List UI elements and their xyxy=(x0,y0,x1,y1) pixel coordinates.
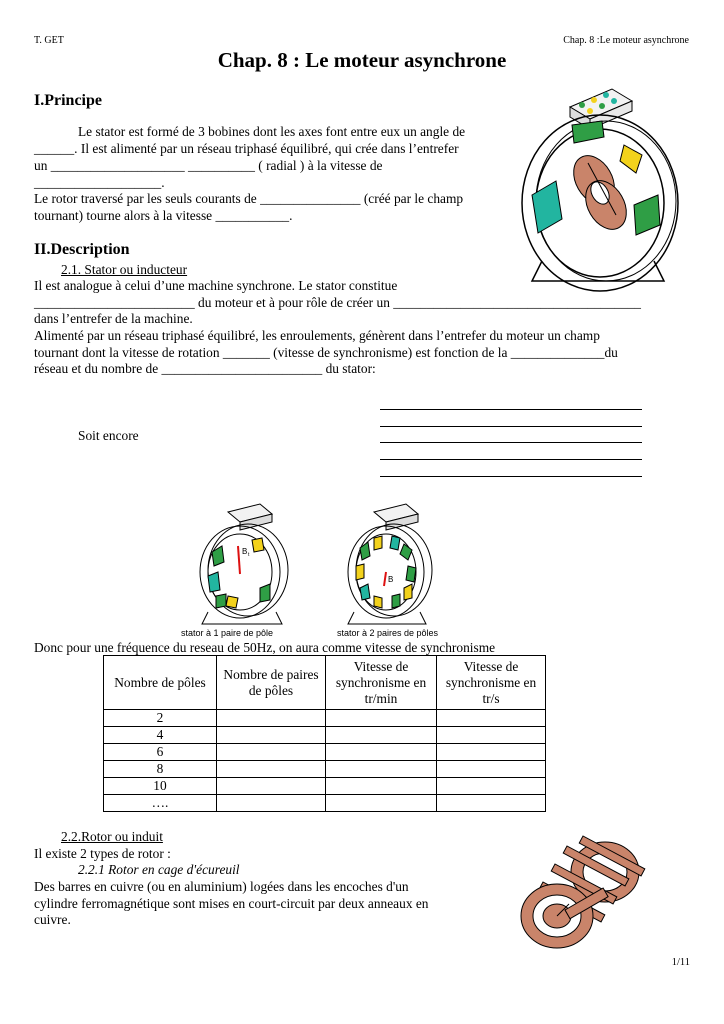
table-header-speed-trs: Vitesse de synchronisme en tr/s xyxy=(437,656,546,710)
table-cell-empty xyxy=(326,744,437,761)
table-row xyxy=(104,710,546,727)
answer-line-3 xyxy=(380,442,642,443)
table-cell-empty xyxy=(326,727,437,744)
principe-line-3: un ____________________ __________ ( radial ) à la vitesse de xyxy=(34,158,383,173)
stator-one-pole-pair-figure xyxy=(190,502,310,626)
principe-line-1: Le stator est formé de 3 bobines dont les axes font entre eux un angle de xyxy=(78,124,466,139)
section-description-heading: II.Description xyxy=(34,241,130,258)
cage-line-1: Des barres en cuivre (ou en aluminium) logées dans les encoches d'un xyxy=(34,879,409,894)
stator-two-pole-pairs-figure xyxy=(340,502,450,626)
table-cell-empty xyxy=(217,744,326,761)
header-right: Chap. 8 :Le moteur asynchrone xyxy=(563,35,689,46)
section-principe-heading: I.Principe xyxy=(34,92,102,109)
answer-line-4 xyxy=(380,459,642,460)
field-b-sub-1: t xyxy=(248,552,250,558)
table-header-pole-pairs: Nombre de paires de pôles xyxy=(217,656,326,710)
squirrel-cage-figure xyxy=(505,830,655,958)
table-cell-empty xyxy=(437,778,546,795)
principe-line-5: Le rotor traversé par les seuls courants de _______________ (créé par le champ xyxy=(34,191,464,206)
table-row xyxy=(104,778,546,795)
rotor-subheading: 2.2.Rotor ou induit xyxy=(61,829,163,844)
description-line-3: dans l’entrefer de la machine. xyxy=(34,311,193,326)
description-line-4: Alimenté par un réseau triphasé équilibré, les enroulements, génèrent dans l’entrefer du moteur un champ xyxy=(34,328,600,343)
rotor-types-line: Il existe 2 types de rotor : xyxy=(34,846,171,861)
table-row xyxy=(104,761,546,778)
table-cell-empty xyxy=(326,795,437,812)
table-cell-empty xyxy=(217,761,326,778)
donc-line: Donc pour une fréquence du reseau de 50Hz, on aura comme vitesse de synchronisme xyxy=(34,640,496,655)
table-cell-empty xyxy=(437,761,546,778)
table-cell-poles: 2 xyxy=(104,710,217,727)
table-header-poles: Nombre de pôles xyxy=(104,656,217,710)
table-header-row xyxy=(104,656,546,710)
table-cell-empty xyxy=(326,778,437,795)
soit-encore-label: Soit encore xyxy=(78,428,139,443)
motor-figure xyxy=(512,85,692,295)
table-cell-empty xyxy=(437,795,546,812)
table-cell-poles: 10 xyxy=(104,778,217,795)
table-cell-empty xyxy=(217,727,326,744)
description-line-5: tournant dont la vitesse de rotation _______ (vitesse de synchronisme) est fonction de la ______________du xyxy=(34,345,618,360)
table-cell-empty xyxy=(217,710,326,727)
table-header-speed-trmin: Vitesse de synchronisme en tr/min xyxy=(326,656,437,710)
table-row xyxy=(104,795,546,812)
table-cell-empty xyxy=(326,710,437,727)
answer-line-2 xyxy=(380,426,642,427)
caption-one-pole-pair: stator à 1 paire de pôle xyxy=(181,628,274,638)
answer-line-5 xyxy=(380,476,642,477)
table-cell-empty xyxy=(217,795,326,812)
table-cell-empty xyxy=(437,710,546,727)
table-cell-poles: 4 xyxy=(104,727,217,744)
description-line-2: ________________________ du moteur et à pour rôle de créer un _____________________________________ xyxy=(34,295,641,310)
cage-subheading: 2.2.1 Rotor en cage d'écureuil xyxy=(78,862,240,877)
principe-line-2: ______. Il est alimenté par un réseau triphasé équilibré, qui crée dans l’entrefer xyxy=(34,141,459,156)
table-row xyxy=(104,744,546,761)
description-line-6: réseau et du nombre de ________________________ du stator: xyxy=(34,361,376,376)
page-number: 1/11 xyxy=(671,957,690,968)
table-cell-empty xyxy=(437,727,546,744)
stator-subheading: 2.1. Stator ou inducteur xyxy=(61,262,188,277)
answer-line-1 xyxy=(380,409,642,410)
synchronism-table xyxy=(103,655,546,812)
principe-line-6: tournant) tourne alors à la vitesse ___________. xyxy=(34,208,293,223)
table-cell-poles: …. xyxy=(104,795,217,812)
table-cell-poles: 8 xyxy=(104,761,217,778)
cage-line-2: cylindre ferromagnétique sont mises en court-circuit par deux anneaux en xyxy=(34,896,429,911)
field-b-label-1: B xyxy=(242,547,248,556)
table-cell-empty xyxy=(437,744,546,761)
table-cell-empty xyxy=(326,761,437,778)
field-b-label-2: B xyxy=(388,575,394,584)
principe-line-4: ___________________. xyxy=(34,175,165,190)
page-title: Chap. 8 : Le moteur asynchrone xyxy=(217,48,507,72)
header-left: T. GET xyxy=(34,35,64,46)
caption-two-pole-pairs: stator à 2 paires de pôles xyxy=(337,628,439,638)
description-line-1: Il est analogue à celui d’une machine synchrone. Le stator constitue xyxy=(34,278,398,293)
table-cell-empty xyxy=(217,778,326,795)
table-row xyxy=(104,727,546,744)
cage-line-3: cuivre. xyxy=(34,912,71,927)
table-cell-poles: 6 xyxy=(104,744,217,761)
